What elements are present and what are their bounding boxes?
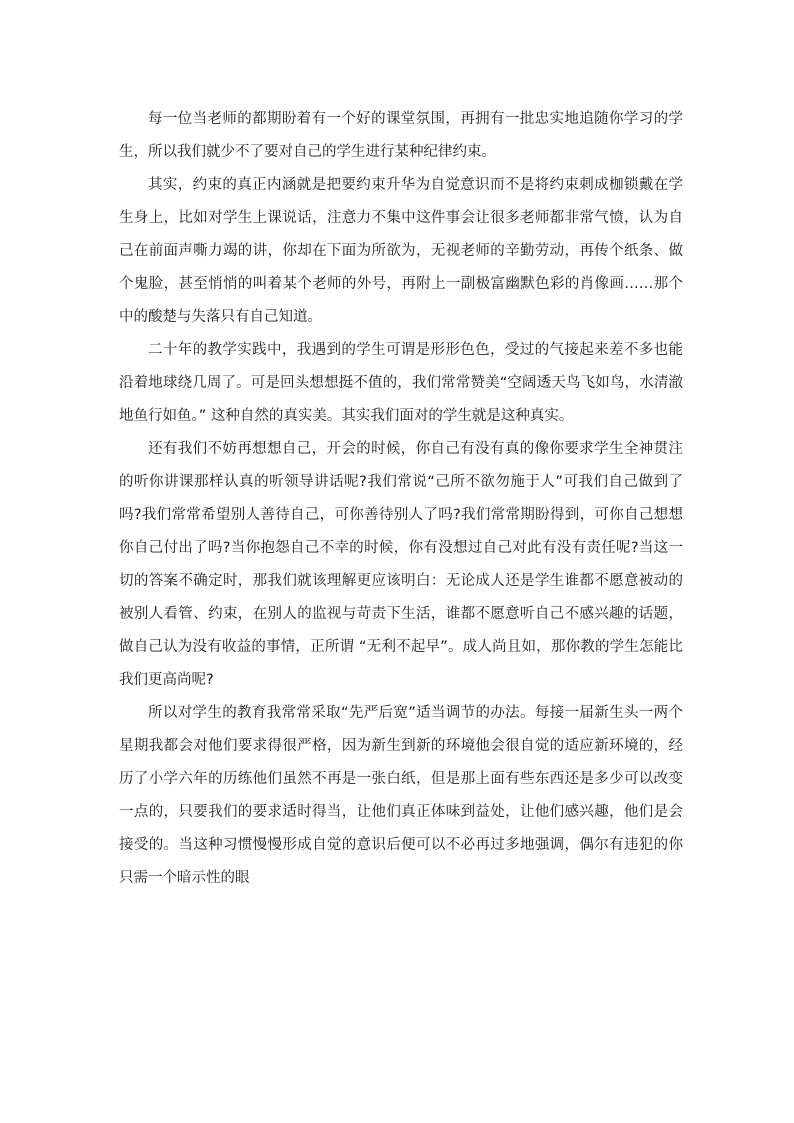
paragraph: 二十年的教学实践中，我遇到的学生可谓是形形色色，受过的气接起来差不多也能沿着地球绕几周了。可是回头想想挺不值的，我们常常赞美“空阔透天鸟飞如鸟，水清澈地鱼行如鱼。” 这种自然的真实美。其实我们面对的学生就是这种真实。 [119,342,683,424]
paragraph: 每一位当老师的都期盼着有一个好的课堂氛围，再拥有一批忠实地追随你学习的学生，所以我们就少不了要对自己的学生进行某种纪律约束。 [119,111,683,160]
document-body [119,103,683,895]
paragraph: 所以对学生的教育我常常采取“先严后宽”适当调节的办法。每接一届新生头一两个星期我都会对他们要求得很严格，因为新生到新的环境他会很自觉的适应新环境的，经历了小学六年的历练他们虽然不再是一张白纸，但是那上面有些东西还是多少可以改变一点的，只要我们的要求适时得当，让他们真正体味到益处，让他们感兴趣，他们是会接受的。当这种习惯慢慢形成自觉的意识后便可以不必再过多地强调，偶尔有违犯的你只需一个暗示性的眼 [119,705,683,886]
paragraph: 还有我们不妨再想想自己，开会的时候，你自己有没有真的像你要求学生全神贯注的听你讲课那样认真的听领导讲话呢?我们常说“己所不欲勿施于人”可我们自己做到了吗?我们常常希望别人善待自己，可你善待别人了吗?我们常常期盼得到，可你自己想想你自己付出了吗?当你抱怨自己不幸的时候，你有没想过自己对此有没有责任呢?当这一切的答案不确定时，那我们就该理解更应该明白：无论成人还是学生谁都不愿意被动的被别人看管、约束，在别人的监视与苛责下生活，谁都不愿意听自己不感兴趣的话题，做自己认为没有收益的事情，正所谓 “无利不起早”。成人尚且如，那你教的学生怎能比我们更高尚呢? [119,441,683,688]
paragraph: 其实，约束的真正内涵就是把要约束升华为自觉意识而不是将约束刺成枷锁戴在学生身上，比如对学生上课说话，注意力不集中这件事会让很多老师都非常气愤，认为自己在前面声嘶力竭的讲，你却在下面为所欲为，无视老师的辛勤劳动，再传个纸条、做个鬼脸，甚至悄悄的叫着某个老师的外号，再附上一副极富幽默色彩的肖像画……那个中的酸楚与失落只有自己知道。 [119,177,683,325]
